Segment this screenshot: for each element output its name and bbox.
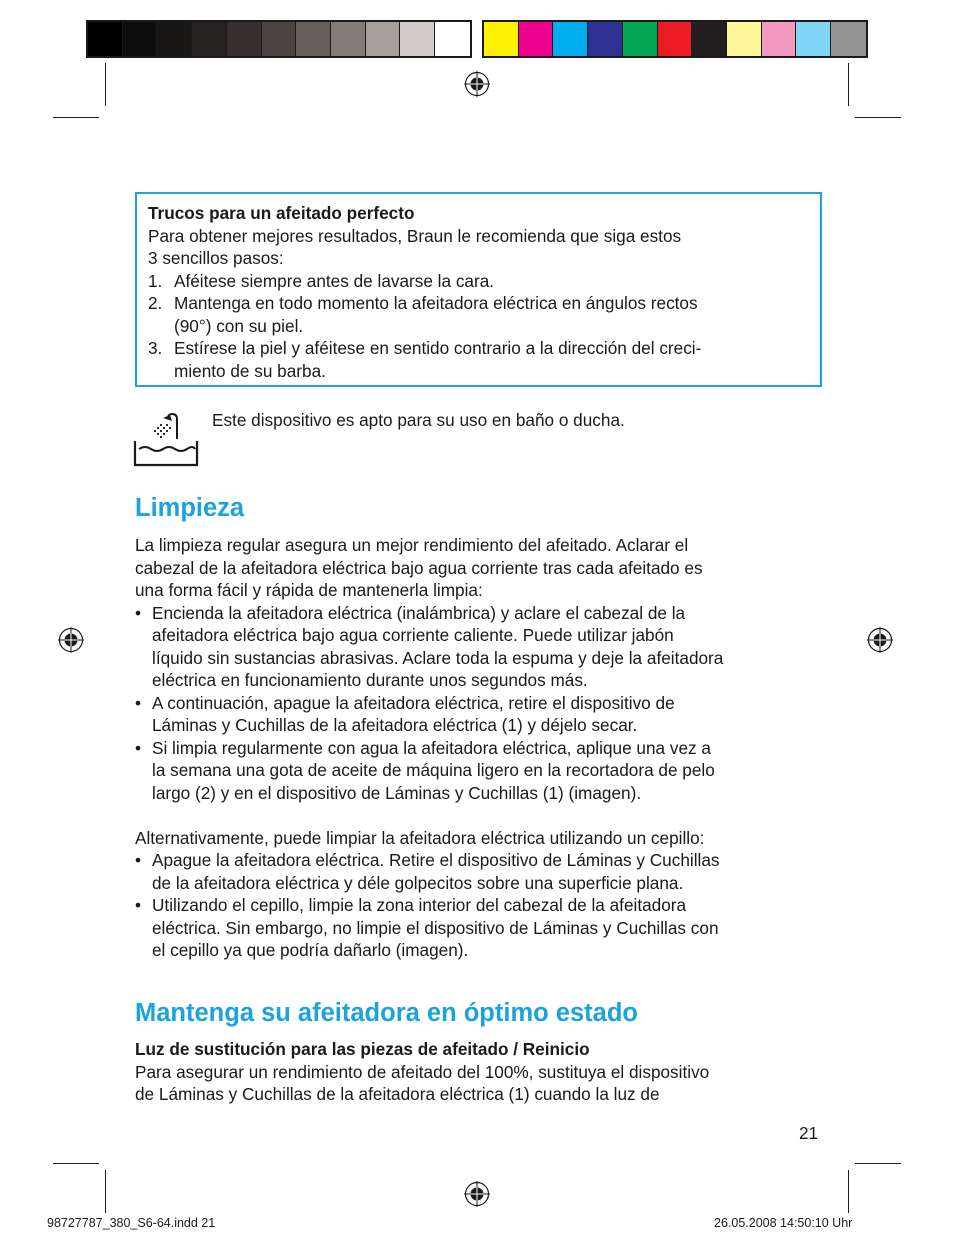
crop-mark [53,1163,99,1164]
step-number: 3. [148,338,163,358]
body-line: de Láminas y Cuchillas de la afeitadora eléctrica (1) cuando la luz de [135,1084,660,1104]
tips-step [148,337,809,382]
color-swatch [762,22,797,56]
grayscale-color-bar [86,20,472,58]
crop-mark [855,117,901,118]
body-line: Alternativamente, puede limpiar la afeitadora eléctrica utilizando un cepillo: [135,827,705,848]
crop-mark [855,1163,901,1164]
tips-title: Trucos para un afeitado perfecto [148,203,415,223]
list-line: Láminas y Cuchillas de la afeitadora eléctrica (1) y déjelo secar. [152,715,638,735]
footer-file: 98727787_380_S6-64.indd 21 [47,1216,216,1230]
crop-mark [105,63,106,106]
gray-swatch [123,22,158,56]
list-line: Utilizando el cepillo, limpie la zona interior del cabezal de la afeitadora [152,895,687,915]
color-swatch [588,22,623,56]
gray-swatch [331,22,366,56]
color-swatch [623,22,658,56]
color-swatch [692,22,727,56]
registration-mark-icon [867,627,893,653]
list-line: afeitadora eléctrica bajo agua corriente caliente. Puede utilizar jabón [152,625,674,645]
gray-swatch [88,22,123,56]
crop-mark [53,117,99,118]
step-text: miento de su barba. [174,360,326,381]
color-swatch [553,22,588,56]
step-text: Mantenga en todo momento la afeitadora eléctrica en ángulos rectos [174,293,698,313]
list-item [135,692,825,737]
tips-step [148,270,809,293]
list-item [135,737,825,805]
step-text: Aféitese siempre antes de lavarse la cara. [174,270,495,291]
section-heading-mantenga: Mantenga su afeitadora en óptimo estado [135,999,638,1027]
color-swatch [831,22,866,56]
tips-intro-line: Para obtener mejores resultados, Braun le recomienda que siga estos [148,225,682,246]
gray-swatch [296,22,331,56]
color-swatch [658,22,693,56]
gray-swatch [435,22,470,56]
color-swatch [796,22,831,56]
process-color-bar [482,20,868,58]
step-number: 1. [148,270,163,291]
color-swatch [727,22,762,56]
body-line: una forma fácil y rápida de mantenerla limpia: [135,580,483,600]
body-line: La limpieza regular asegura un mejor rendimiento del afeitado. Aclarar el [135,535,689,555]
list-line: la semana una gota de aceite de máquina ligero en la recortadora de pelo [152,760,715,780]
crop-mark [848,1170,849,1213]
bath-note: Este dispositivo es apto para su uso en baño o ducha. [212,410,625,430]
bullet: • [135,895,142,915]
list-line: largo (2) y en el dispositivo de Láminas y Cuchillas (1) (imagen). [152,782,642,803]
page-number: 21 [799,1123,819,1143]
bath-shower-icon [133,411,199,467]
registration-mark-icon [464,71,490,97]
color-swatch [484,22,519,56]
gray-swatch [366,22,401,56]
list-line: eléctrica. Sin embargo, no limpie el dispositivo de Láminas y Cuchillas con [152,917,719,938]
section-heading-limpieza: Limpieza [135,494,245,522]
gray-swatch [400,22,435,56]
list-line: líquido sin sustancias abrasivas. Aclare toda la espuma y deje la afeitadora [152,647,724,668]
body-line: cabezal de la afeitadora eléctrica bajo agua corriente tras cada afeitado es [135,557,703,578]
tips-step [148,292,809,337]
gray-swatch [157,22,192,56]
limpieza-body [135,534,825,962]
list-item [135,849,825,894]
list-line: de la afeitadora eléctrica y déle golpecitos sobre una superficie plana. [152,872,684,893]
step-text: (90°) con su piel. [174,315,304,336]
gray-swatch [227,22,262,56]
bullet: • [135,737,142,758]
list-line: el cepillo ya que podría dañarlo (imagen). [152,940,469,960]
list-line: Apague la afeitadora eléctrica. Retire el dispositivo de Láminas y Cuchillas [152,850,720,870]
list-line: Encienda la afeitadora eléctrica (inalámbrica) y aclare el cabezal de la [152,602,686,623]
color-swatch [519,22,554,56]
list-line: A continuación, apague la afeitadora eléctrica, retire el dispositivo de [152,692,675,713]
footer-datetime: 26.05.2008 14:50:10 Uhr [714,1216,853,1230]
crop-mark [848,63,849,106]
crop-mark [105,1170,106,1213]
list-line: eléctrica en funcionamiento durante unos segundos más. [152,670,588,690]
subheading: Luz de sustitución para las piezas de afeitado / Reinicio [135,1039,590,1059]
registration-mark-icon [58,627,84,653]
list-item [135,602,825,692]
step-number: 2. [148,293,163,313]
gray-swatch [262,22,297,56]
list-line: Si limpia regularmente con agua la afeitadora eléctrica, aplique una vez a [152,737,711,758]
bullet: • [135,602,142,623]
gray-swatch [192,22,227,56]
step-text: Estírese la piel y aféitese en sentido contrario a la dirección del creci- [174,338,702,358]
mantenga-body [135,1038,825,1106]
tips-box [135,192,822,387]
bullet: • [135,850,142,870]
list-item [135,894,825,962]
body-line: Para asegurar un rendimiento de afeitado del 100%, sustituya el dispositivo [135,1061,710,1082]
tips-intro-line: 3 sencillos pasos: [148,248,284,268]
registration-mark-icon [464,1181,490,1207]
bullet: • [135,692,142,713]
